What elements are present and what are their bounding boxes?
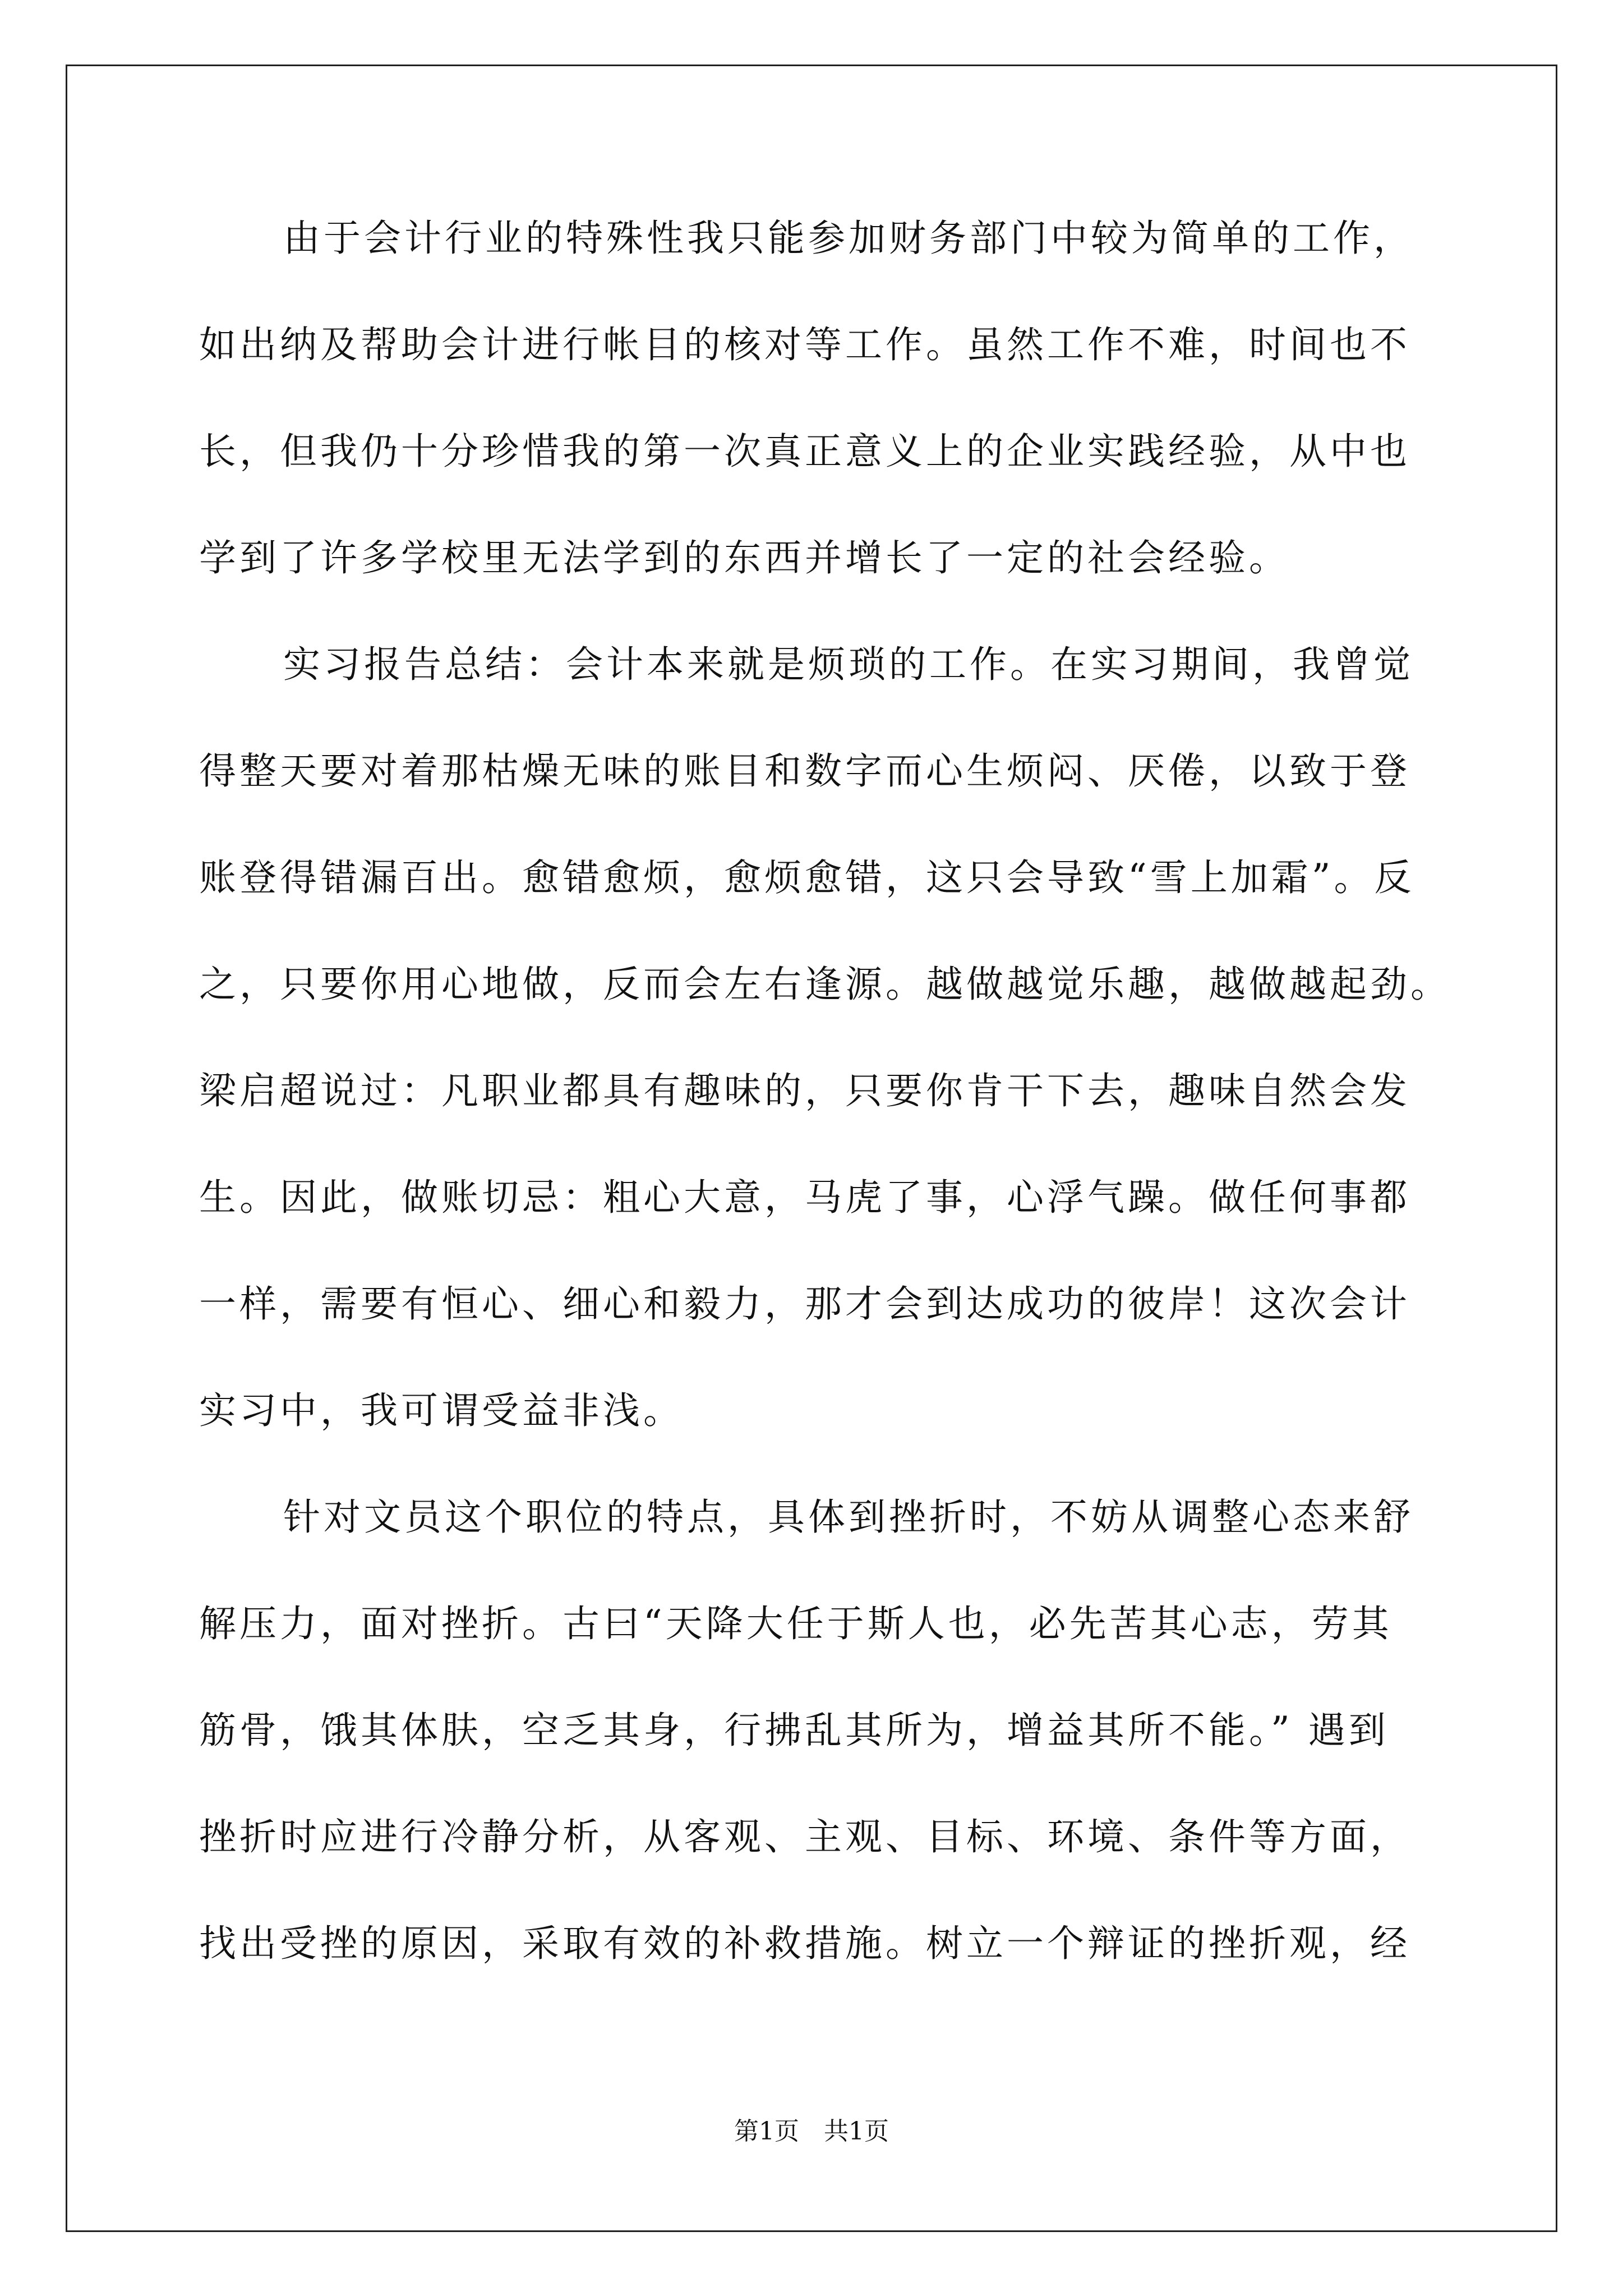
paragraph-3-line-4: 挫折时应进行冷静分析，从客观、主观、目标、环境、条件等方面，: [199, 1815, 1410, 1858]
paragraph-1-line-4: 学到了许多学校里无法学到的东西并增长了一定的社会经验。: [199, 536, 1289, 579]
paragraph-2-line-6: 生。因此，做账切忌：粗心大意，马虎了事，心浮气躁。做任何事都: [199, 1176, 1410, 1219]
paragraph-2-line-8: 实习中，我可谓受益非浅。: [199, 1389, 684, 1432]
paragraph-3-line-1: 针对文员这个职位的特点，具体到挫折时，不妨从调整心态来舒: [283, 1496, 1414, 1539]
paragraph-2-line-2: 得整天要对着那枯燥无味的账目和数字而心生烦闷、厌倦，以致于登: [199, 749, 1410, 793]
total-pages: 共1页: [824, 2117, 889, 2146]
page-number: 第1页: [734, 2117, 799, 2146]
paragraph-2-line-5: 梁启超说过：凡职业都具有趣味的，只要你肯干下去，趣味自然会发: [199, 1069, 1410, 1112]
paragraph-1-line-3: 长，但我仍十分珍惜我的第一次真正意义上的企业实践经验，从中也: [199, 430, 1410, 473]
paragraph-3-line-3: 筋骨，饿其体肤，空乏其身，行拂乱其所为，增益其所不能。” 遇到: [199, 1709, 1389, 1752]
paragraph-2-line-4: 之，只要你用心地做，反而会左右逢源。越做越觉乐趣，越做越起劲。: [199, 963, 1451, 1006]
document-body: [199, 213, 1451, 2025]
paragraph-2-line-1: 实习报告总结：会计本来就是烦琐的工作。在实习期间，我曾觉: [283, 643, 1414, 686]
paragraph-1-line-1: 由于会计行业的特殊性我只能参加财务部门中较为简单的工作，: [283, 217, 1414, 260]
paragraph-1-line-2: 如出纳及帮助会计进行帐目的核对等工作。虽然工作不难，时间也不: [199, 323, 1410, 366]
paragraph-3-line-5: 找出受挫的原因，采取有效的补救措施。树立一个辩证的挫折观，经: [199, 1922, 1410, 1965]
paragraph-2-line-7: 一样，需要有恒心、细心和毅力，那才会到达成功的彼岸！这次会计: [199, 1282, 1410, 1326]
paragraph-2-line-3: 账登得错漏百出。愈错愈烦，愈烦愈错，这只会导致“雪上加霜”。反: [199, 856, 1415, 899]
page-footer: [0, 2115, 1623, 2148]
paragraph-3-line-2: 解压力，面对挫折。古曰“天降大任于斯人也，必先苦其心志，劳其: [199, 1602, 1393, 1645]
